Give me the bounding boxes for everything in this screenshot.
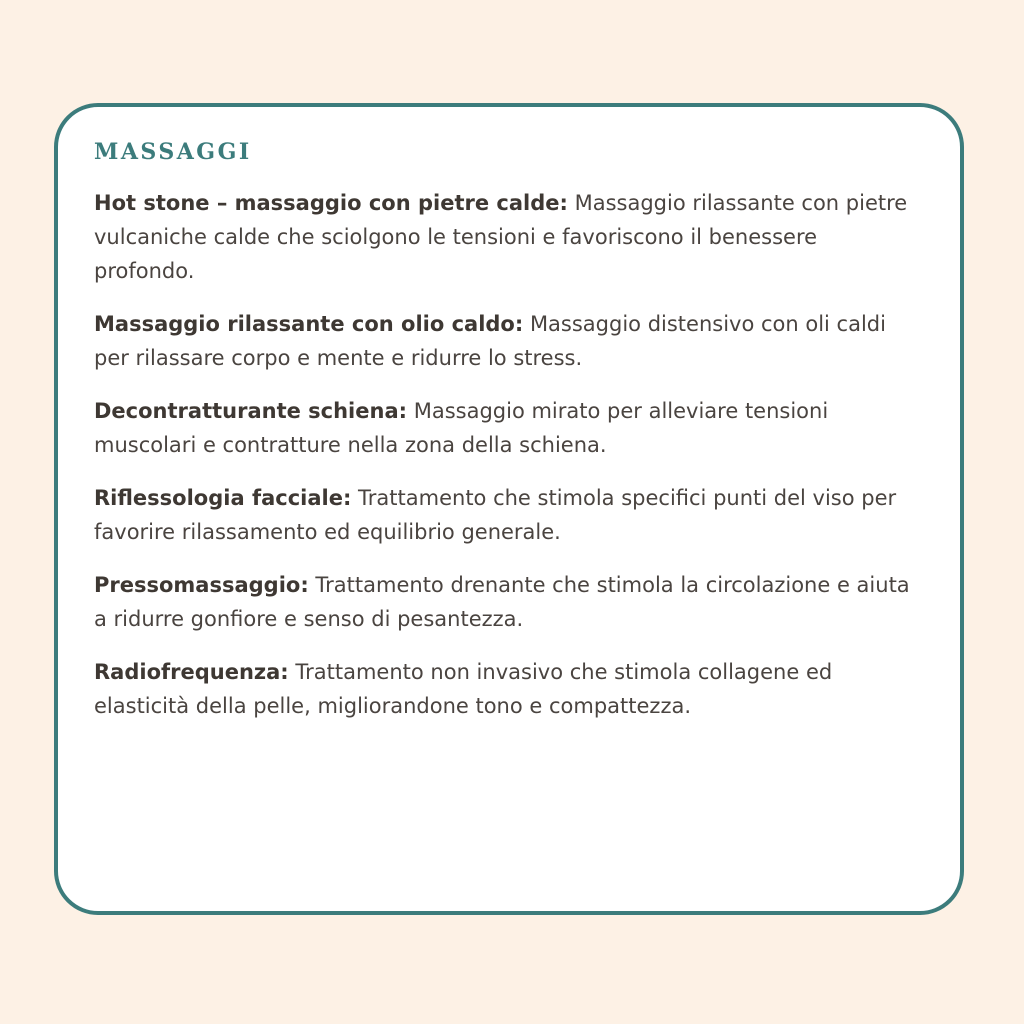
service-description: Massaggio mirato per alleviare tensioni muscolari e contratture nella zona della schiena. <box>94 399 829 457</box>
service-description: Trattamento drenante che stimola la circolazione e aiuta a ridurre gonfiore e senso di pesantezza. <box>94 573 910 631</box>
service-name: Massaggio rilassante con olio caldo: <box>94 312 524 336</box>
service-name: Hot stone – massaggio con pietre calde: <box>94 191 568 215</box>
service-description: Trattamento non invasivo che stimola collagene ed elasticità della pelle, migliorandone tono e compattezza. <box>94 660 833 718</box>
section-title: MASSAGGI <box>94 139 252 165</box>
service-item-hot-stone <box>94 186 924 288</box>
service-name: Riflessologia facciale: <box>94 486 352 510</box>
service-description: Massaggio distensivo con oli caldi per rilassare corpo e mente e ridurre lo stress. <box>94 312 886 370</box>
service-description: Massaggio rilassante con pietre vulcaniche calde che sciolgono le tensioni e favoriscono il benessere profondo. <box>94 191 908 283</box>
service-name: Pressomassaggio: <box>94 573 309 597</box>
service-item-riflessologia <box>94 481 924 549</box>
services-card <box>54 103 964 915</box>
service-name: Radiofrequenza: <box>94 660 289 684</box>
service-item-olio-caldo <box>94 307 924 375</box>
service-item-radiofrequenza <box>94 655 924 723</box>
service-name: Decontratturante schiena: <box>94 399 408 423</box>
service-item-pressomassaggio <box>94 568 924 636</box>
service-item-decontratturante <box>94 394 924 462</box>
service-description: Trattamento che stimola specifici punti del viso per favorire rilassamento ed equilibrio generale. <box>94 486 897 544</box>
